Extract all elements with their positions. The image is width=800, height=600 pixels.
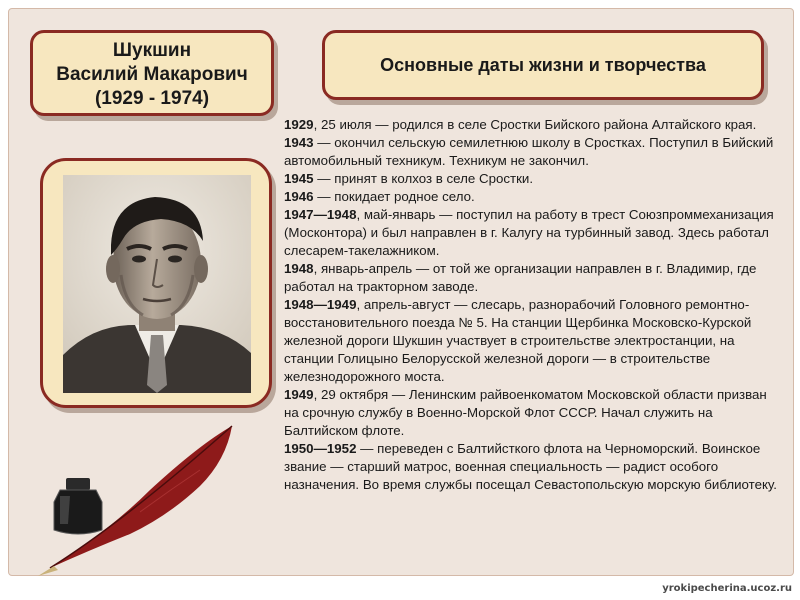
given-names: Василий Макарович	[56, 64, 248, 85]
name-box	[30, 30, 274, 116]
bio-text: , 29 октября — Ленинским райвоенкоматом Московской области призван на срочную службу в Военно-Морской Флот СССР. Начал служить на Балтийском флоте.	[284, 387, 767, 438]
bio-year: 1929	[284, 117, 314, 132]
bio-entry	[284, 206, 778, 260]
bio-text: — переведен с Балтийсткого флота на Черноморский. Воинское звание — старший матрос, военная специальность — радист особого назначения. Во время службы посещал Севастопольскую морскую библиотеку.	[284, 441, 777, 492]
bio-entry	[284, 188, 778, 206]
bio-year: 1948	[284, 261, 314, 276]
bio-entry	[284, 116, 778, 134]
bio-year: 1943	[284, 135, 314, 150]
section-title: Основные даты жизни и творчества	[380, 54, 706, 75]
watermark: yrokipecherina.ucoz.ru	[662, 583, 792, 594]
bio-entry	[284, 386, 778, 440]
inkwell-and-quill-icon	[30, 420, 270, 580]
surname: Шукшин	[112, 40, 192, 61]
bio-year: 1949	[284, 387, 314, 402]
bio-text: , январь-апрель — от той же организации направлен в г. Владимир, где работал на тракторном заводе.	[284, 261, 757, 294]
bio-entry	[284, 260, 778, 296]
life-years: (1929 - 1974)	[94, 88, 210, 109]
bio-year: 1945	[284, 171, 314, 186]
bio-text: , апрель-август — слесарь, разнорабочий Головного ремонтно-восстановительного поезда № 5. На станции Щербинка Московско-Курской железной дороги Шукшин участвует в строительстве электростанции, на станции Голицыно Белорусской железной дороги — в строительстве железнодорожного моста.	[284, 297, 752, 384]
bio-text: , май-январь — поступил на работу в трест Союзпроммеханизация (Москонтора) и был направлен в г. Калугу на турбинный завод. Здесь работал слесарем-такелажником.	[284, 207, 774, 258]
bio-entry	[284, 296, 778, 386]
bio-year: 1950—1952	[284, 441, 357, 456]
biography-text	[284, 116, 778, 494]
bio-entry	[284, 440, 778, 494]
inkwell-cap-icon	[66, 478, 90, 490]
bio-entry	[284, 134, 778, 170]
portrait-photo	[63, 175, 251, 393]
portrait-image	[63, 175, 251, 393]
portrait-frame	[40, 158, 272, 408]
bio-text: — окончил сельскую семилетнюю школу в Сростках. Поступил в Бийский автомобильный техникум. Техникум не закончил.	[284, 135, 774, 168]
bio-text: — принят в колхоз в селе Сростки.	[313, 171, 534, 186]
bio-year: 1946	[284, 189, 314, 204]
bio-text: , 25 июля — родился в селе Сростки Бийского района Алтайского края.	[313, 117, 757, 132]
bio-year: 1948—1949	[284, 297, 357, 312]
section-title-box	[322, 30, 764, 100]
bio-text: — покидает родное село.	[313, 189, 475, 204]
bio-entry	[284, 170, 778, 188]
pen-nib-icon	[38, 566, 58, 576]
bio-year: 1947—1948	[284, 207, 357, 222]
